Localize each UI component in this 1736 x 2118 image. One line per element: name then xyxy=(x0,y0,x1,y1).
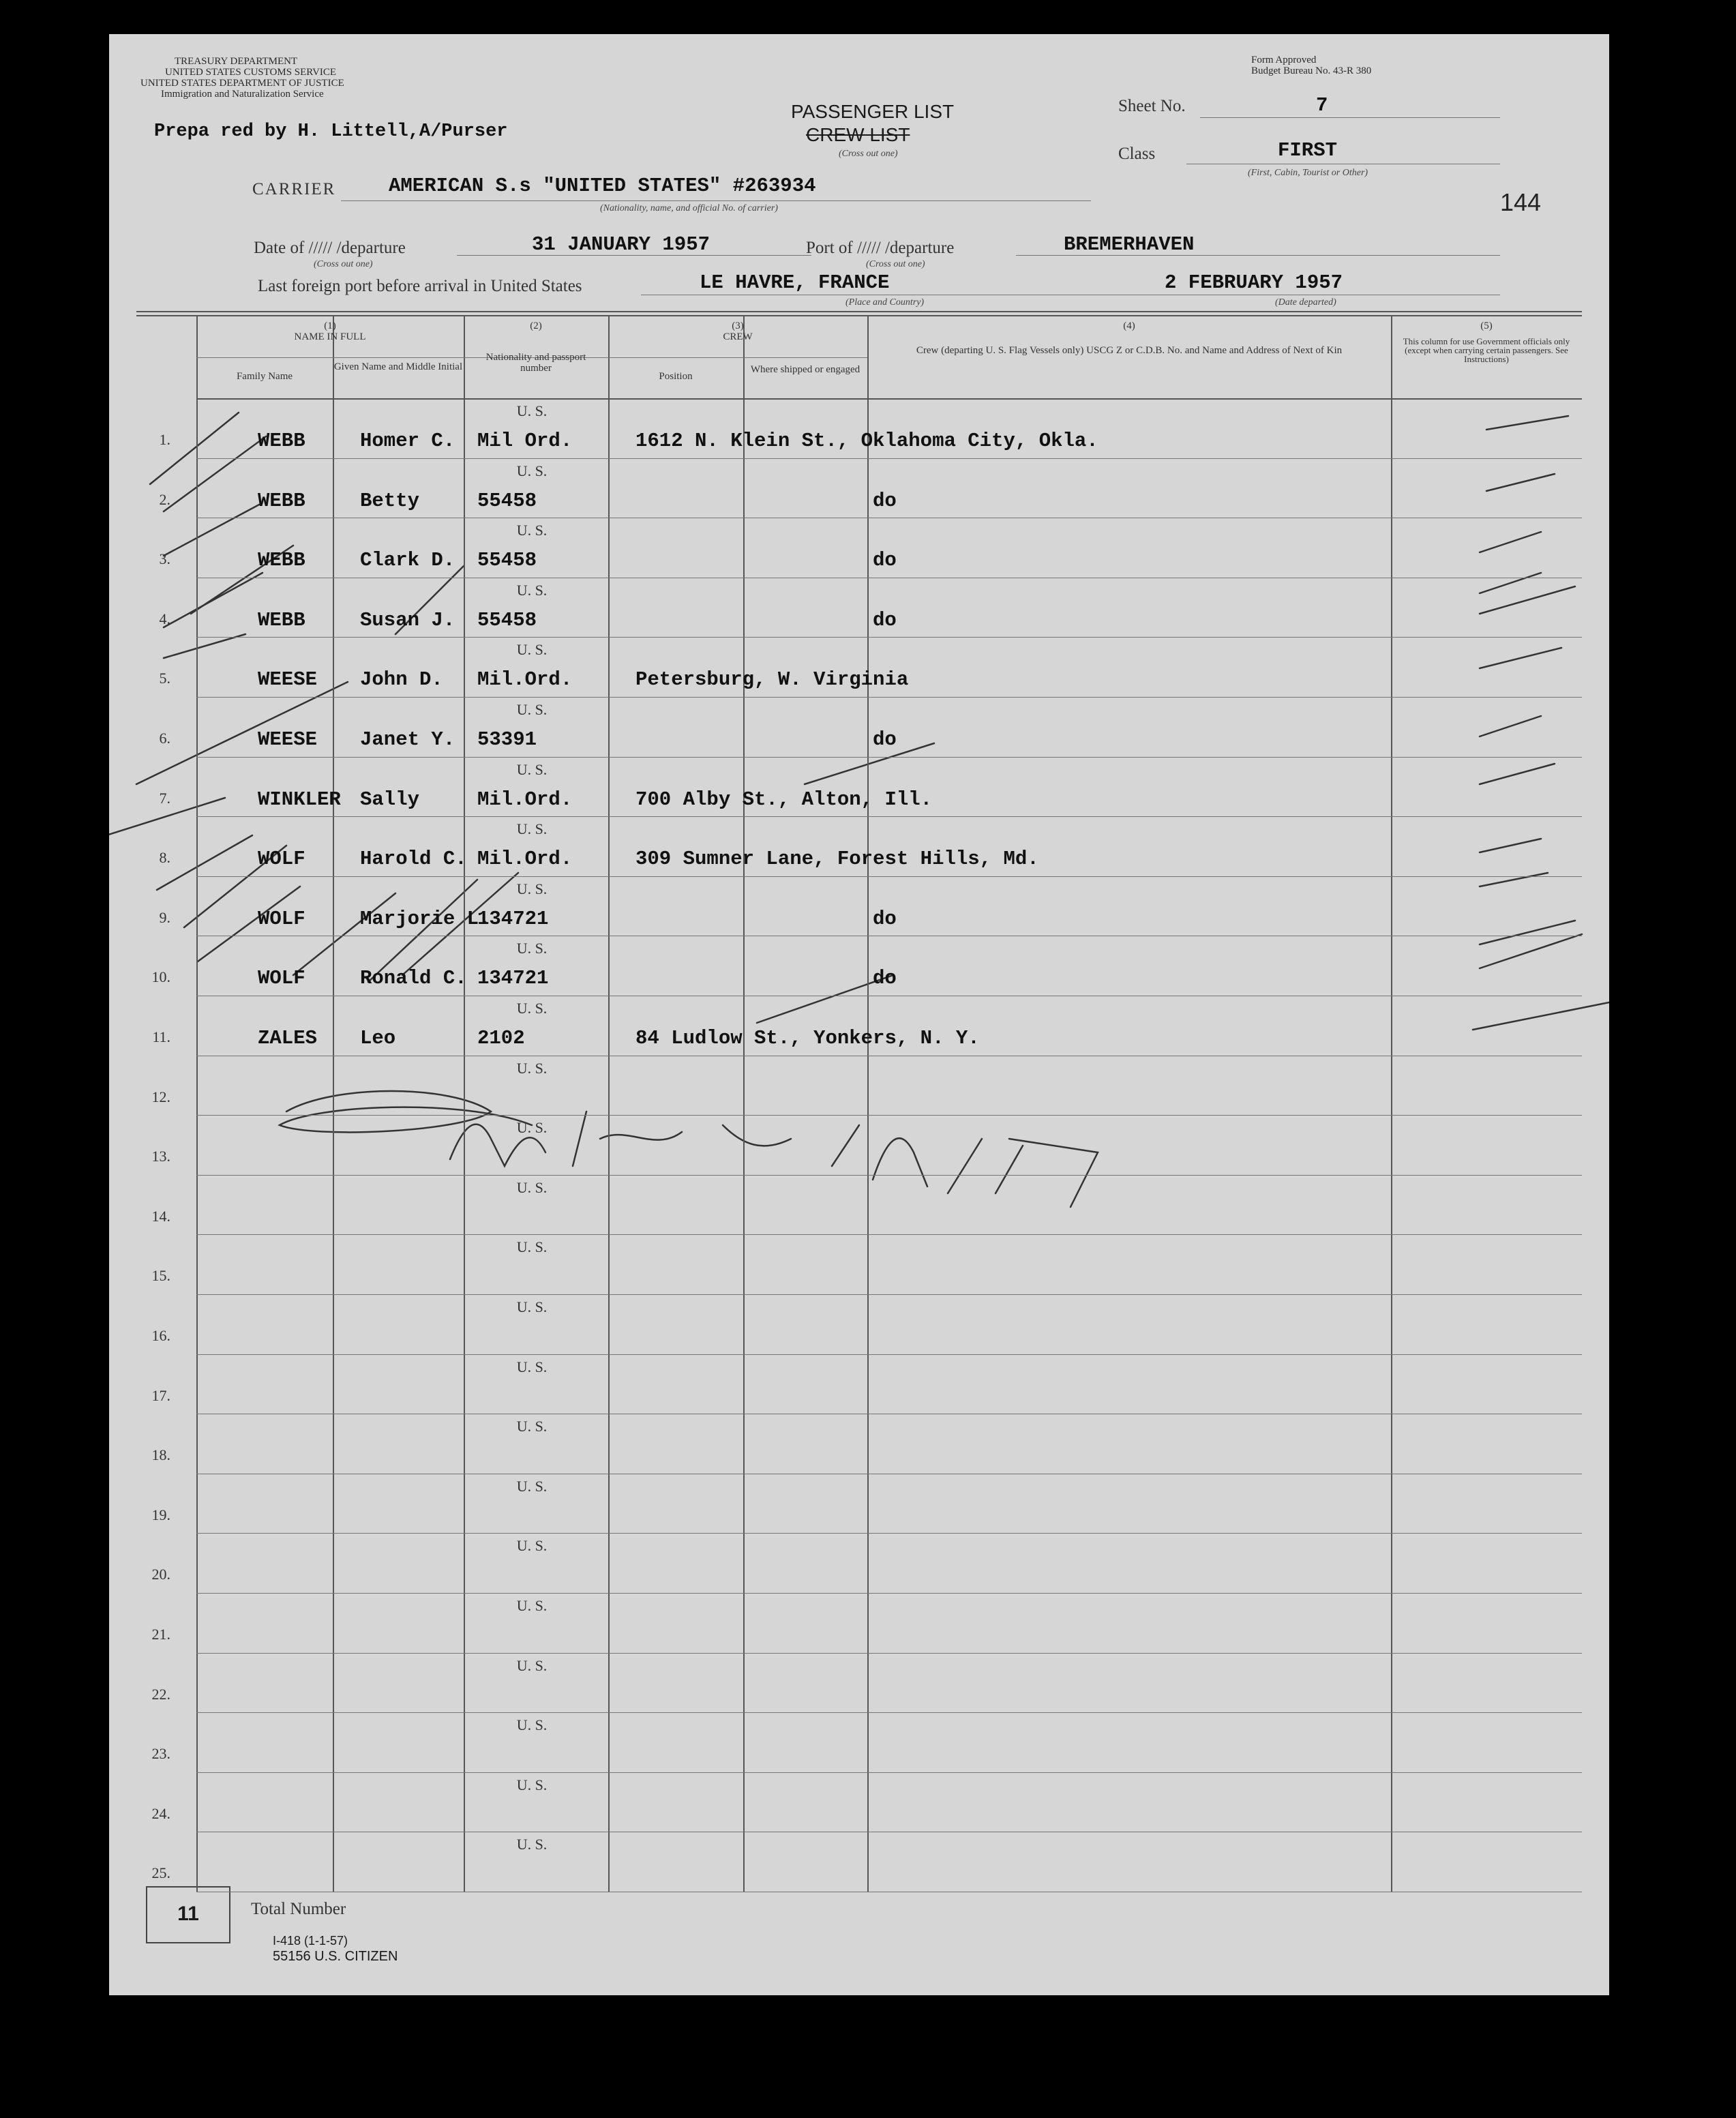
last-port-value: LE HAVRE, FRANCE xyxy=(700,271,890,294)
passport-number: Mil Ord. xyxy=(477,430,573,452)
next-of-kin-address: 309 Sumner Lane, Forest Hills, Md. xyxy=(635,848,1039,871)
row-number: 3. xyxy=(159,550,170,568)
given-name: Marjorie L. xyxy=(360,907,491,930)
passport-number: Mil.Ord. xyxy=(477,668,573,691)
us-prefix: U. S. xyxy=(516,1059,548,1077)
family-name: WEESE xyxy=(258,668,318,691)
column-divider xyxy=(196,315,198,1892)
family-name: WINKLER xyxy=(258,788,341,811)
date-value: 31 JANUARY 1957 xyxy=(532,233,710,256)
us-prefix: U. S. xyxy=(516,1776,548,1793)
row-number: 20. xyxy=(151,1566,170,1583)
us-prefix: U. S. xyxy=(516,462,548,479)
date-departed-hint: (Date departed) xyxy=(1275,297,1336,308)
passport-number: 134721 xyxy=(477,907,549,930)
given-name: Clark D. xyxy=(360,549,455,572)
row-number: 21. xyxy=(151,1626,170,1643)
right-check-6 xyxy=(1480,648,1561,668)
us-prefix: U. S. xyxy=(516,1537,548,1555)
row-rule xyxy=(196,1653,1582,1654)
form-stamp: 55156 U.S. CITIZEN xyxy=(273,1949,398,1964)
col4-number: (4) xyxy=(1123,320,1135,331)
given-name: Homer C. xyxy=(360,430,455,452)
row-rule xyxy=(196,1115,1582,1116)
row-rule xyxy=(196,1593,1582,1594)
row-number: 8. xyxy=(159,849,170,867)
row-number: 14. xyxy=(151,1207,170,1225)
given-name-header: Given Name and Middle Initial xyxy=(333,361,463,372)
family-name: ZALES xyxy=(258,1027,318,1049)
us-prefix: U. S. xyxy=(516,1597,548,1614)
col1-title: NAME IN FULL xyxy=(294,331,366,342)
next-of-kin-address: 84 Ludlow St., Yonkers, N. Y. xyxy=(635,1027,980,1049)
column-divider xyxy=(333,315,334,1892)
row-number: 4. xyxy=(159,610,170,627)
row-number: 6. xyxy=(159,730,170,747)
date-label: Date of ///// /departure xyxy=(254,239,406,257)
next-of-kin-address: Petersburg, W. Virginia xyxy=(635,668,909,691)
row-number: 16. xyxy=(151,1327,170,1344)
given-name: Sally xyxy=(360,788,420,811)
right-check-10 xyxy=(1480,873,1548,886)
family-name: WEBB xyxy=(258,549,305,572)
us-prefix: U. S. xyxy=(516,581,548,599)
row-number: 10. xyxy=(151,968,170,986)
family-name: WEBB xyxy=(258,489,305,512)
us-prefix: U. S. xyxy=(516,880,548,897)
right-check-9 xyxy=(1480,839,1541,852)
agency-line-2: UNITED STATES CUSTOMS SERVICE xyxy=(165,67,337,78)
row-rule xyxy=(196,816,1582,817)
us-prefix: U. S. xyxy=(516,760,548,778)
right-check-4 xyxy=(1480,573,1541,593)
us-prefix: U. S. xyxy=(516,522,548,539)
family-name: WEBB xyxy=(258,608,305,631)
given-name: Susan J. xyxy=(360,608,455,631)
row-rule xyxy=(196,1175,1582,1176)
row-number: 18. xyxy=(151,1446,170,1464)
column-divider xyxy=(464,315,465,1892)
row-number: 7. xyxy=(159,789,170,807)
total-value: 11 xyxy=(177,1903,199,1925)
agency-line-4: Immigration and Naturalization Service xyxy=(161,89,324,100)
passport-number: 55458 xyxy=(477,608,537,631)
port-hint: (Cross out one) xyxy=(866,259,925,269)
col5-title: This column for use Government officials only (except when carrying certain passengers. See Instructions) xyxy=(1403,336,1570,364)
right-check-8 xyxy=(1480,764,1555,784)
us-prefix: U. S. xyxy=(516,1477,548,1495)
passport-number: 55458 xyxy=(477,549,537,572)
row-rule xyxy=(196,1354,1582,1355)
family-name: WOLF xyxy=(258,907,305,930)
passport-number: 53391 xyxy=(477,728,537,751)
right-check-3 xyxy=(1480,532,1541,552)
family-name: WOLF xyxy=(258,967,305,990)
us-prefix: U. S. xyxy=(516,1716,548,1734)
next-of-kin-address: do xyxy=(873,907,897,930)
family-name: WOLF xyxy=(258,848,305,871)
us-prefix: U. S. xyxy=(516,402,548,419)
right-check-5 xyxy=(1480,586,1575,614)
row-rule xyxy=(196,1772,1582,1773)
passport-number: 134721 xyxy=(477,967,549,990)
us-prefix: U. S. xyxy=(516,1836,548,1853)
row-rule xyxy=(196,458,1582,459)
us-prefix: U. S. xyxy=(516,1178,548,1196)
row-number: 22. xyxy=(151,1685,170,1703)
crew-list-struck: CREW LIST xyxy=(806,124,910,145)
form-approved: Form Approved xyxy=(1251,55,1317,65)
row-number: 19. xyxy=(151,1506,170,1523)
us-prefix: U. S. xyxy=(516,1358,548,1375)
us-prefix: U. S. xyxy=(516,1119,548,1137)
col2-number: (2) xyxy=(530,320,542,331)
port-label: Port of ///// /departure xyxy=(806,239,955,257)
us-prefix: U. S. xyxy=(516,641,548,659)
passport-number: 55458 xyxy=(477,489,537,512)
next-of-kin-address: do xyxy=(873,608,897,631)
us-prefix: U. S. xyxy=(516,1238,548,1256)
passport-number: Mil.Ord. xyxy=(477,848,573,871)
last-port-label: Last foreign port before arrival in United States xyxy=(258,277,582,295)
port-value: BREMERHAVEN xyxy=(1064,233,1195,256)
family-name-header: Family Name xyxy=(236,371,293,382)
next-of-kin-address: 700 Alby St., Alton, Ill. xyxy=(635,788,933,811)
sheet-label: Sheet No. xyxy=(1118,97,1186,115)
next-of-kin-address: do xyxy=(873,967,897,990)
next-of-kin-address: do xyxy=(873,549,897,572)
right-check-7 xyxy=(1480,716,1541,736)
us-prefix: U. S. xyxy=(516,1000,548,1017)
row-number: 25. xyxy=(151,1864,170,1882)
row-number: 24. xyxy=(151,1804,170,1822)
header-sub-rule-crew xyxy=(608,357,867,358)
right-check-2 xyxy=(1486,474,1555,491)
passport-number: Mil.Ord. xyxy=(477,788,573,811)
right-check-1 xyxy=(1486,416,1568,430)
row-number: 5. xyxy=(159,670,170,687)
row-rule xyxy=(196,876,1582,877)
row-number: 12. xyxy=(151,1088,170,1105)
signature-scrawl xyxy=(280,1091,1098,1207)
right-check-13 xyxy=(1473,1002,1609,1030)
check-mark-2 xyxy=(164,436,266,511)
column-divider xyxy=(608,315,610,1892)
next-of-kin-address: do xyxy=(873,489,897,512)
check-mark-13 xyxy=(293,893,395,975)
row-rule xyxy=(196,1234,1582,1235)
row-number: 2. xyxy=(159,490,170,508)
us-prefix: U. S. xyxy=(516,940,548,957)
agency-line-3: UNITED STATES DEPARTMENT OF JUSTICE xyxy=(140,78,344,89)
row-rule xyxy=(196,637,1582,638)
row-number: 13. xyxy=(151,1148,170,1165)
form-code: I-418 (1-1-57) xyxy=(273,1934,348,1948)
sheet-number: 7 xyxy=(1316,94,1328,117)
us-prefix: U. S. xyxy=(516,1418,548,1435)
class-label: Class xyxy=(1118,145,1156,163)
class-value: FIRST xyxy=(1278,139,1338,162)
page-number: 144 xyxy=(1500,188,1542,216)
us-prefix: U. S. xyxy=(516,701,548,718)
last-port-hint: (Place and Country) xyxy=(845,297,925,308)
prepared-by: Prepa red by H. Littell,A/Purser xyxy=(154,121,508,142)
carrier-value: AMERICAN S.s "UNITED STATES" #263934 xyxy=(389,175,816,197)
col2-title: Nationality and passport number xyxy=(485,352,586,374)
row-rule xyxy=(196,1294,1582,1295)
row-number: 23. xyxy=(151,1745,170,1763)
carrier-hint: (Nationality, name, and official No. of carrier) xyxy=(600,203,778,213)
col4-title: Crew (departing U. S. Flag Vessels only) USCG Z or C.D.B. No. and Name and Address of Next of Kin xyxy=(916,345,1343,356)
row-rule xyxy=(196,697,1582,698)
column-divider xyxy=(867,315,869,1892)
family-name: WEBB xyxy=(258,430,305,452)
row-number: 11. xyxy=(152,1028,170,1045)
right-check-12 xyxy=(1480,934,1582,968)
row-rule xyxy=(196,1712,1582,1713)
col3-number: (3) xyxy=(732,320,744,331)
given-name: John D. xyxy=(360,668,443,691)
row-rule xyxy=(196,1533,1582,1534)
given-name: Ronald C. xyxy=(360,967,467,990)
check-mark-9 xyxy=(157,835,252,890)
us-prefix: U. S. xyxy=(516,1298,548,1315)
col1-number: (1) xyxy=(324,320,336,331)
budget-bureau: Budget Bureau No. 43-R 380 xyxy=(1251,65,1372,76)
carrier-label: CARRIER xyxy=(252,180,336,198)
passport-number: 2102 xyxy=(477,1027,525,1049)
next-of-kin-address: 1612 N. Klein St., Oklahoma City, Okla. xyxy=(635,430,1098,452)
document-sheet xyxy=(109,34,1609,1995)
us-prefix: U. S. xyxy=(516,1656,548,1674)
given-name: Leo xyxy=(360,1027,396,1049)
us-prefix: U. S. xyxy=(516,820,548,838)
row-rule xyxy=(196,757,1582,758)
cross-out-hint: (Cross out one) xyxy=(839,149,898,159)
position-header: Position xyxy=(659,371,693,382)
given-name: Harold C. xyxy=(360,848,467,871)
row-number: 1. xyxy=(159,431,170,448)
row-number: 15. xyxy=(151,1267,170,1285)
class-hint: (First, Cabin, Tourist or Other) xyxy=(1248,168,1368,178)
col3-title: CREW xyxy=(723,331,753,342)
shipped-header: Where shipped or engaged xyxy=(750,364,860,375)
col5-number: (5) xyxy=(1480,320,1493,331)
date-departed-value: 2 FEBRUARY 1957 xyxy=(1165,271,1343,294)
list-title: PASSENGER LIST xyxy=(791,101,955,122)
row-number: 17. xyxy=(151,1386,170,1404)
check-mark-4 xyxy=(164,573,263,627)
agency-line-1: TREASURY DEPARTMENT xyxy=(175,56,298,67)
given-name: Janet Y. xyxy=(360,728,455,751)
check-mark-3 xyxy=(164,505,259,556)
column-divider xyxy=(743,315,745,1892)
date-hint: (Cross out one) xyxy=(314,259,373,269)
row-number: 9. xyxy=(159,908,170,926)
given-name: Betty xyxy=(360,489,420,512)
next-of-kin-address: do xyxy=(873,728,897,751)
family-name: WEESE xyxy=(258,728,318,751)
total-label: Total Number xyxy=(251,1900,346,1918)
header-bottom-rule xyxy=(196,398,1582,400)
check-mark-16 xyxy=(805,743,934,784)
column-divider xyxy=(1391,315,1392,1892)
